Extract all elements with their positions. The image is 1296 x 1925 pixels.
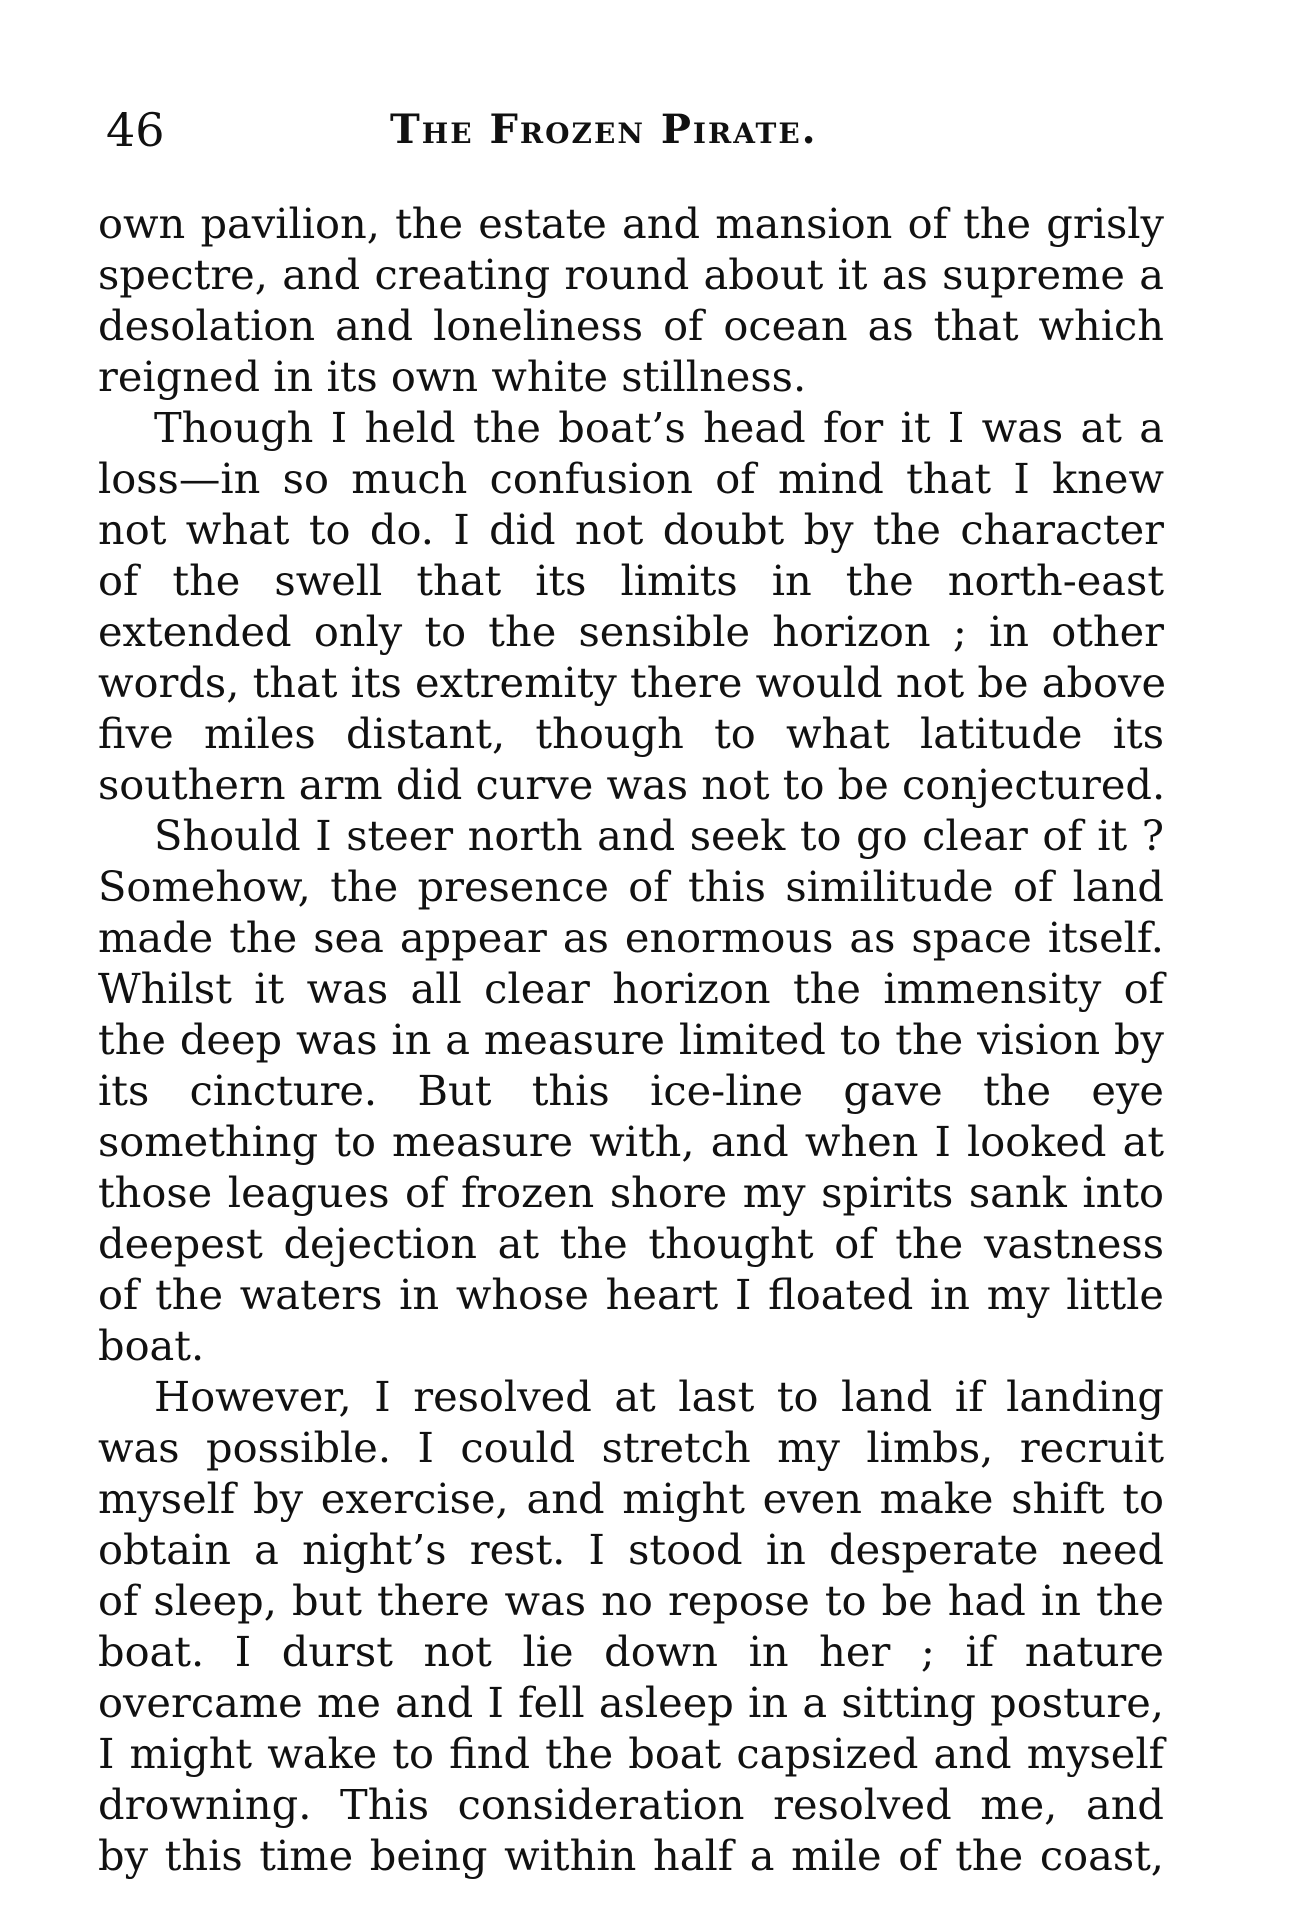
text-line: its cincture. But this ice-line gave the eye	[98, 1066, 1164, 1115]
text-line: myself by exercise, and might even make shift to	[98, 1474, 1164, 1523]
text-line: own pavilion, the estate and mansion of the grisly	[98, 199, 1164, 248]
paragraph	[98, 1371, 1164, 1881]
text-line: of sleep, but there was no repose to be had in the	[98, 1576, 1164, 1625]
text-line: reigned in its own white stillness.	[98, 352, 807, 401]
text-line: drowning. This consideration resolved me, and	[98, 1780, 1164, 1829]
text-line: Whilst it was all clear horizon the immensity of	[98, 964, 1164, 1013]
paragraph	[98, 810, 1164, 1371]
text-line: made the sea appear as enormous as space itself.	[98, 913, 1164, 962]
paragraph	[98, 198, 1164, 402]
text-line: words, that its extremity there would not be above	[98, 658, 1167, 707]
text-line: Somehow, the presence of this similitude of land	[98, 862, 1164, 911]
body-text	[98, 198, 1167, 1881]
text-line: southern arm did curve was not to be conjectured.	[98, 760, 1166, 809]
running-title: The Frozen Pirate.	[390, 106, 818, 153]
running-head	[100, 95, 1170, 165]
text-line: spectre, and creating round about it as supreme a	[98, 250, 1164, 299]
text-line: extended only to the sensible horizon ; in other	[98, 607, 1164, 656]
text-line: Though I held the boat’s head for it I was at a	[154, 403, 1164, 452]
text-line: of the waters in whose heart I floated in my little	[98, 1270, 1164, 1319]
text-line: something to measure with, and when I looked at	[98, 1117, 1164, 1166]
text-line: obtain a night’s rest. I stood in desperate need	[98, 1525, 1164, 1574]
text-line: overcame me and I fell asleep in a sitting posture,	[98, 1678, 1164, 1727]
text-line: However, I resolved at last to land if landing	[154, 1372, 1164, 1421]
text-line: by this time being within half a mile of the coast,	[98, 1831, 1164, 1880]
text-line: Should I steer north and seek to go clear of it ?	[154, 811, 1164, 860]
page-number: 46	[106, 103, 165, 157]
text-line: of the swell that its limits in the north-east	[98, 556, 1164, 605]
text-line: loss—in so much confusion of mind that I knew	[98, 454, 1164, 503]
paragraph	[98, 402, 1167, 810]
text-line: was possible. I could stretch my limbs, recruit	[98, 1423, 1164, 1472]
text-line: the deep was in a measure limited to the vision by	[98, 1015, 1164, 1064]
text-line: not what to do. I did not doubt by the character	[98, 505, 1164, 554]
text-line: I might wake to find the boat capsized and myself	[98, 1729, 1164, 1778]
text-line: deepest dejection at the thought of the vastness	[98, 1219, 1164, 1268]
text-line: boat.	[98, 1321, 205, 1370]
text-line: boat. I durst not lie down in her ; if nature	[98, 1627, 1164, 1676]
text-line: desolation and loneliness of ocean as that which	[98, 301, 1164, 350]
text-line: five miles distant, though to what latitude its	[98, 709, 1164, 758]
text-line: those leagues of frozen shore my spirits sank into	[98, 1168, 1164, 1217]
